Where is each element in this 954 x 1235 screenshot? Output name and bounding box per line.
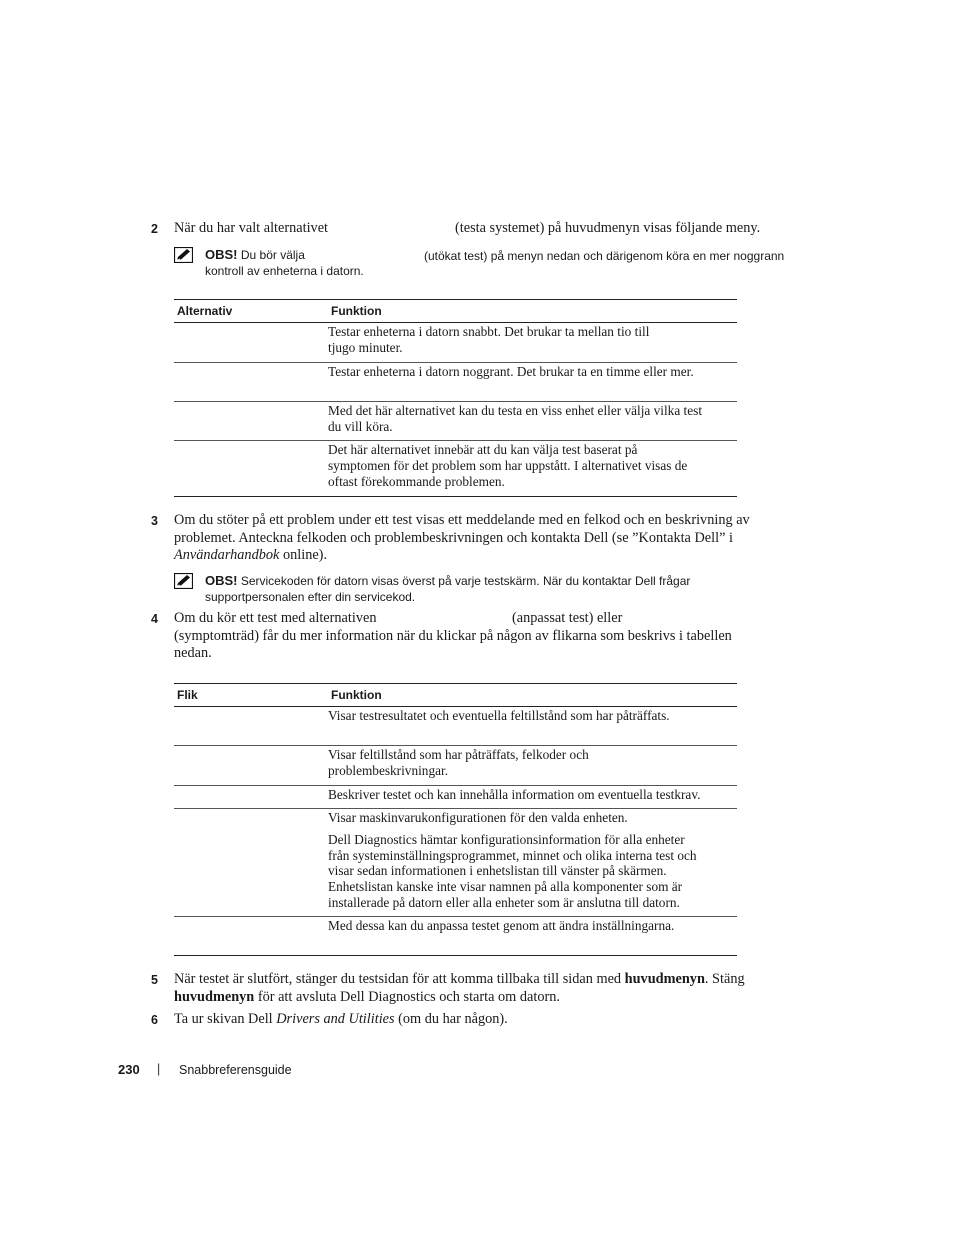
cell-line: Beskriver testet och kan innehålla information om eventuella testkrav. xyxy=(328,787,701,802)
step-5-text-a: När testet är slutfört, stänger du testsidan för att komma tillbaka till sidan med xyxy=(174,971,625,987)
note-1-text-c: kontroll av enheterna i datorn. xyxy=(205,264,364,278)
step-number: 2 xyxy=(151,222,158,236)
note-label: OBS! xyxy=(205,247,238,262)
table-row xyxy=(174,402,737,441)
column-header: Funktion xyxy=(328,300,737,323)
table-row xyxy=(174,786,737,809)
diagnostics-options-table xyxy=(174,299,737,497)
cell-line: Med det här alternativet kan du testa en viss enhet eller välja vilka test xyxy=(328,403,703,418)
column-header: Alternativ xyxy=(174,300,328,323)
main-menu-term: huvudmenyn xyxy=(174,988,255,1005)
pencil-note-icon xyxy=(174,573,193,589)
step-4-line: nedan. xyxy=(174,645,212,662)
function-cell xyxy=(328,363,737,402)
note-1-text-b: (utökat test) på menyn nedan och därigenom köra en mer noggrann xyxy=(424,249,785,263)
cell-line: tjugo minuter. xyxy=(328,339,403,355)
step-5-text xyxy=(174,971,834,1006)
option-cell xyxy=(174,402,328,441)
table-row xyxy=(174,323,737,363)
step-4-text-b: (anpassat test) eller xyxy=(512,610,623,626)
cell-line: Visar testresultatet och eventuella feltillstånd som har påträffats. xyxy=(328,708,670,723)
table-header-row xyxy=(174,300,737,323)
footer-title: Snabbreferensguide xyxy=(179,1063,292,1077)
step-3-line: problemet. Anteckna felkoden och problembeskrivningen och kontakta Dell (se ”Kontakta Dell” i xyxy=(174,529,733,546)
table-row xyxy=(174,441,737,497)
function-cell xyxy=(328,402,737,441)
table-row xyxy=(174,746,737,786)
cell-line: installerade på datorn eller alla enheter som är anslutna till datorn. xyxy=(328,894,680,910)
step-3-line: Om du stöter på ett problem under ett test visas ett meddelande med en felkod och en beskrivning av xyxy=(174,512,750,528)
cell-line: Testar enheterna i datorn noggrant. Det brukar ta en timme eller mer. xyxy=(328,364,694,379)
step-number: 5 xyxy=(151,973,158,987)
step-number: 4 xyxy=(151,612,158,626)
cell-line: Enhetslistan kanske inte visar namnen på alla komponenter som är xyxy=(328,879,683,895)
step-4-text xyxy=(174,610,834,663)
cell-line: visar sedan informationen i enhetslistan till vänster på skärmen. xyxy=(328,863,667,879)
media-title: Drivers and Utilities xyxy=(276,1011,395,1027)
function-cell xyxy=(328,746,737,786)
cell-line: du vill köra. xyxy=(328,418,393,434)
diagnostics-tabs-table xyxy=(174,683,737,956)
note-2-text-a: Servicekoden för datorn visas överst på varje testskärm. När du kontaktar Dell frågar xyxy=(240,574,691,588)
table-row xyxy=(174,363,737,402)
step-number: 6 xyxy=(151,1013,158,1027)
column-header: Funktion xyxy=(328,684,737,707)
note-1-text-a: Du bör välja xyxy=(240,248,305,262)
step-2-text xyxy=(174,220,814,238)
pencil-note-icon xyxy=(174,247,193,263)
cell-line: problembeskrivningar. xyxy=(328,762,449,778)
tab-cell xyxy=(174,707,328,746)
function-cell xyxy=(328,707,737,746)
step-3-line-end: online). xyxy=(279,547,328,564)
note-label: OBS! xyxy=(205,573,238,588)
step-4-text-a: Om du kör ett test med alternativen xyxy=(174,610,377,626)
main-menu-term: huvudmenyn xyxy=(624,971,705,987)
table-header-row xyxy=(174,684,737,707)
column-header: Flik xyxy=(174,684,328,707)
function-cell xyxy=(328,809,737,917)
tab-cell xyxy=(174,809,328,917)
step-5-text-c: . Stäng xyxy=(704,971,745,987)
tab-cell xyxy=(174,746,328,786)
cell-line: Visar maskinvarukonfigurationen för den valda enheten. xyxy=(328,810,628,825)
step-6-text-c: (om du har någon). xyxy=(394,1011,508,1027)
step-number: 3 xyxy=(151,514,158,528)
option-cell xyxy=(174,323,328,363)
option-cell xyxy=(174,441,328,497)
function-cell xyxy=(328,323,737,363)
note-2-text-b: supportpersonalen efter din servicekod. xyxy=(205,590,416,604)
cell-line: Testar enheterna i datorn snabbt. Det brukar ta mellan tio till xyxy=(328,324,650,339)
tab-cell xyxy=(174,786,328,809)
page-number: 230 xyxy=(118,1062,140,1077)
step-6-text-a: Ta ur skivan Dell xyxy=(174,1011,277,1027)
user-guide-title: Användarhandbok xyxy=(174,547,280,564)
step-4-line: (symptomträd) får du mer information när du klickar på någon av flikarna som beskrivs i tabellen xyxy=(174,627,732,644)
option-cell xyxy=(174,363,328,402)
cell-line: Med dessa kan du anpassa testet genom att ändra inställningarna. xyxy=(328,918,675,933)
note-2 xyxy=(205,573,825,605)
cell-line: Visar feltillstånd som har påträffats, felkoder och xyxy=(328,747,589,762)
step-3-text xyxy=(174,512,834,565)
table-row xyxy=(174,917,737,956)
function-cell xyxy=(328,917,737,956)
step-2-text-b: (testa systemet) på huvudmenyn visas följande meny. xyxy=(455,220,761,236)
note-1 xyxy=(205,247,825,279)
step-5-text-e: för att avsluta Dell Diagnostics och starta om datorn. xyxy=(254,988,560,1005)
cell-line: symptomen för det problem som har uppstått. I alternativet visas de xyxy=(328,457,688,473)
cell-line: oftast förekommande problemen. xyxy=(328,473,505,489)
footer-separator: | xyxy=(157,1062,161,1076)
cell-line: Dell Diagnostics hämtar konfigurationsinformation för alla enheter xyxy=(328,831,685,847)
cell-line: Det här alternativet innebär att du kan välja test baserat på xyxy=(328,442,638,457)
table-row xyxy=(174,707,737,746)
tab-cell xyxy=(174,917,328,956)
table-row xyxy=(174,809,737,917)
function-cell xyxy=(328,441,737,497)
cell-line: från systeminställningsprogrammet, minnet och olika interna test och xyxy=(328,847,697,863)
function-cell xyxy=(328,786,737,809)
step-6-text xyxy=(174,1011,834,1029)
step-2-text-a: När du har valt alternativet xyxy=(174,220,329,236)
